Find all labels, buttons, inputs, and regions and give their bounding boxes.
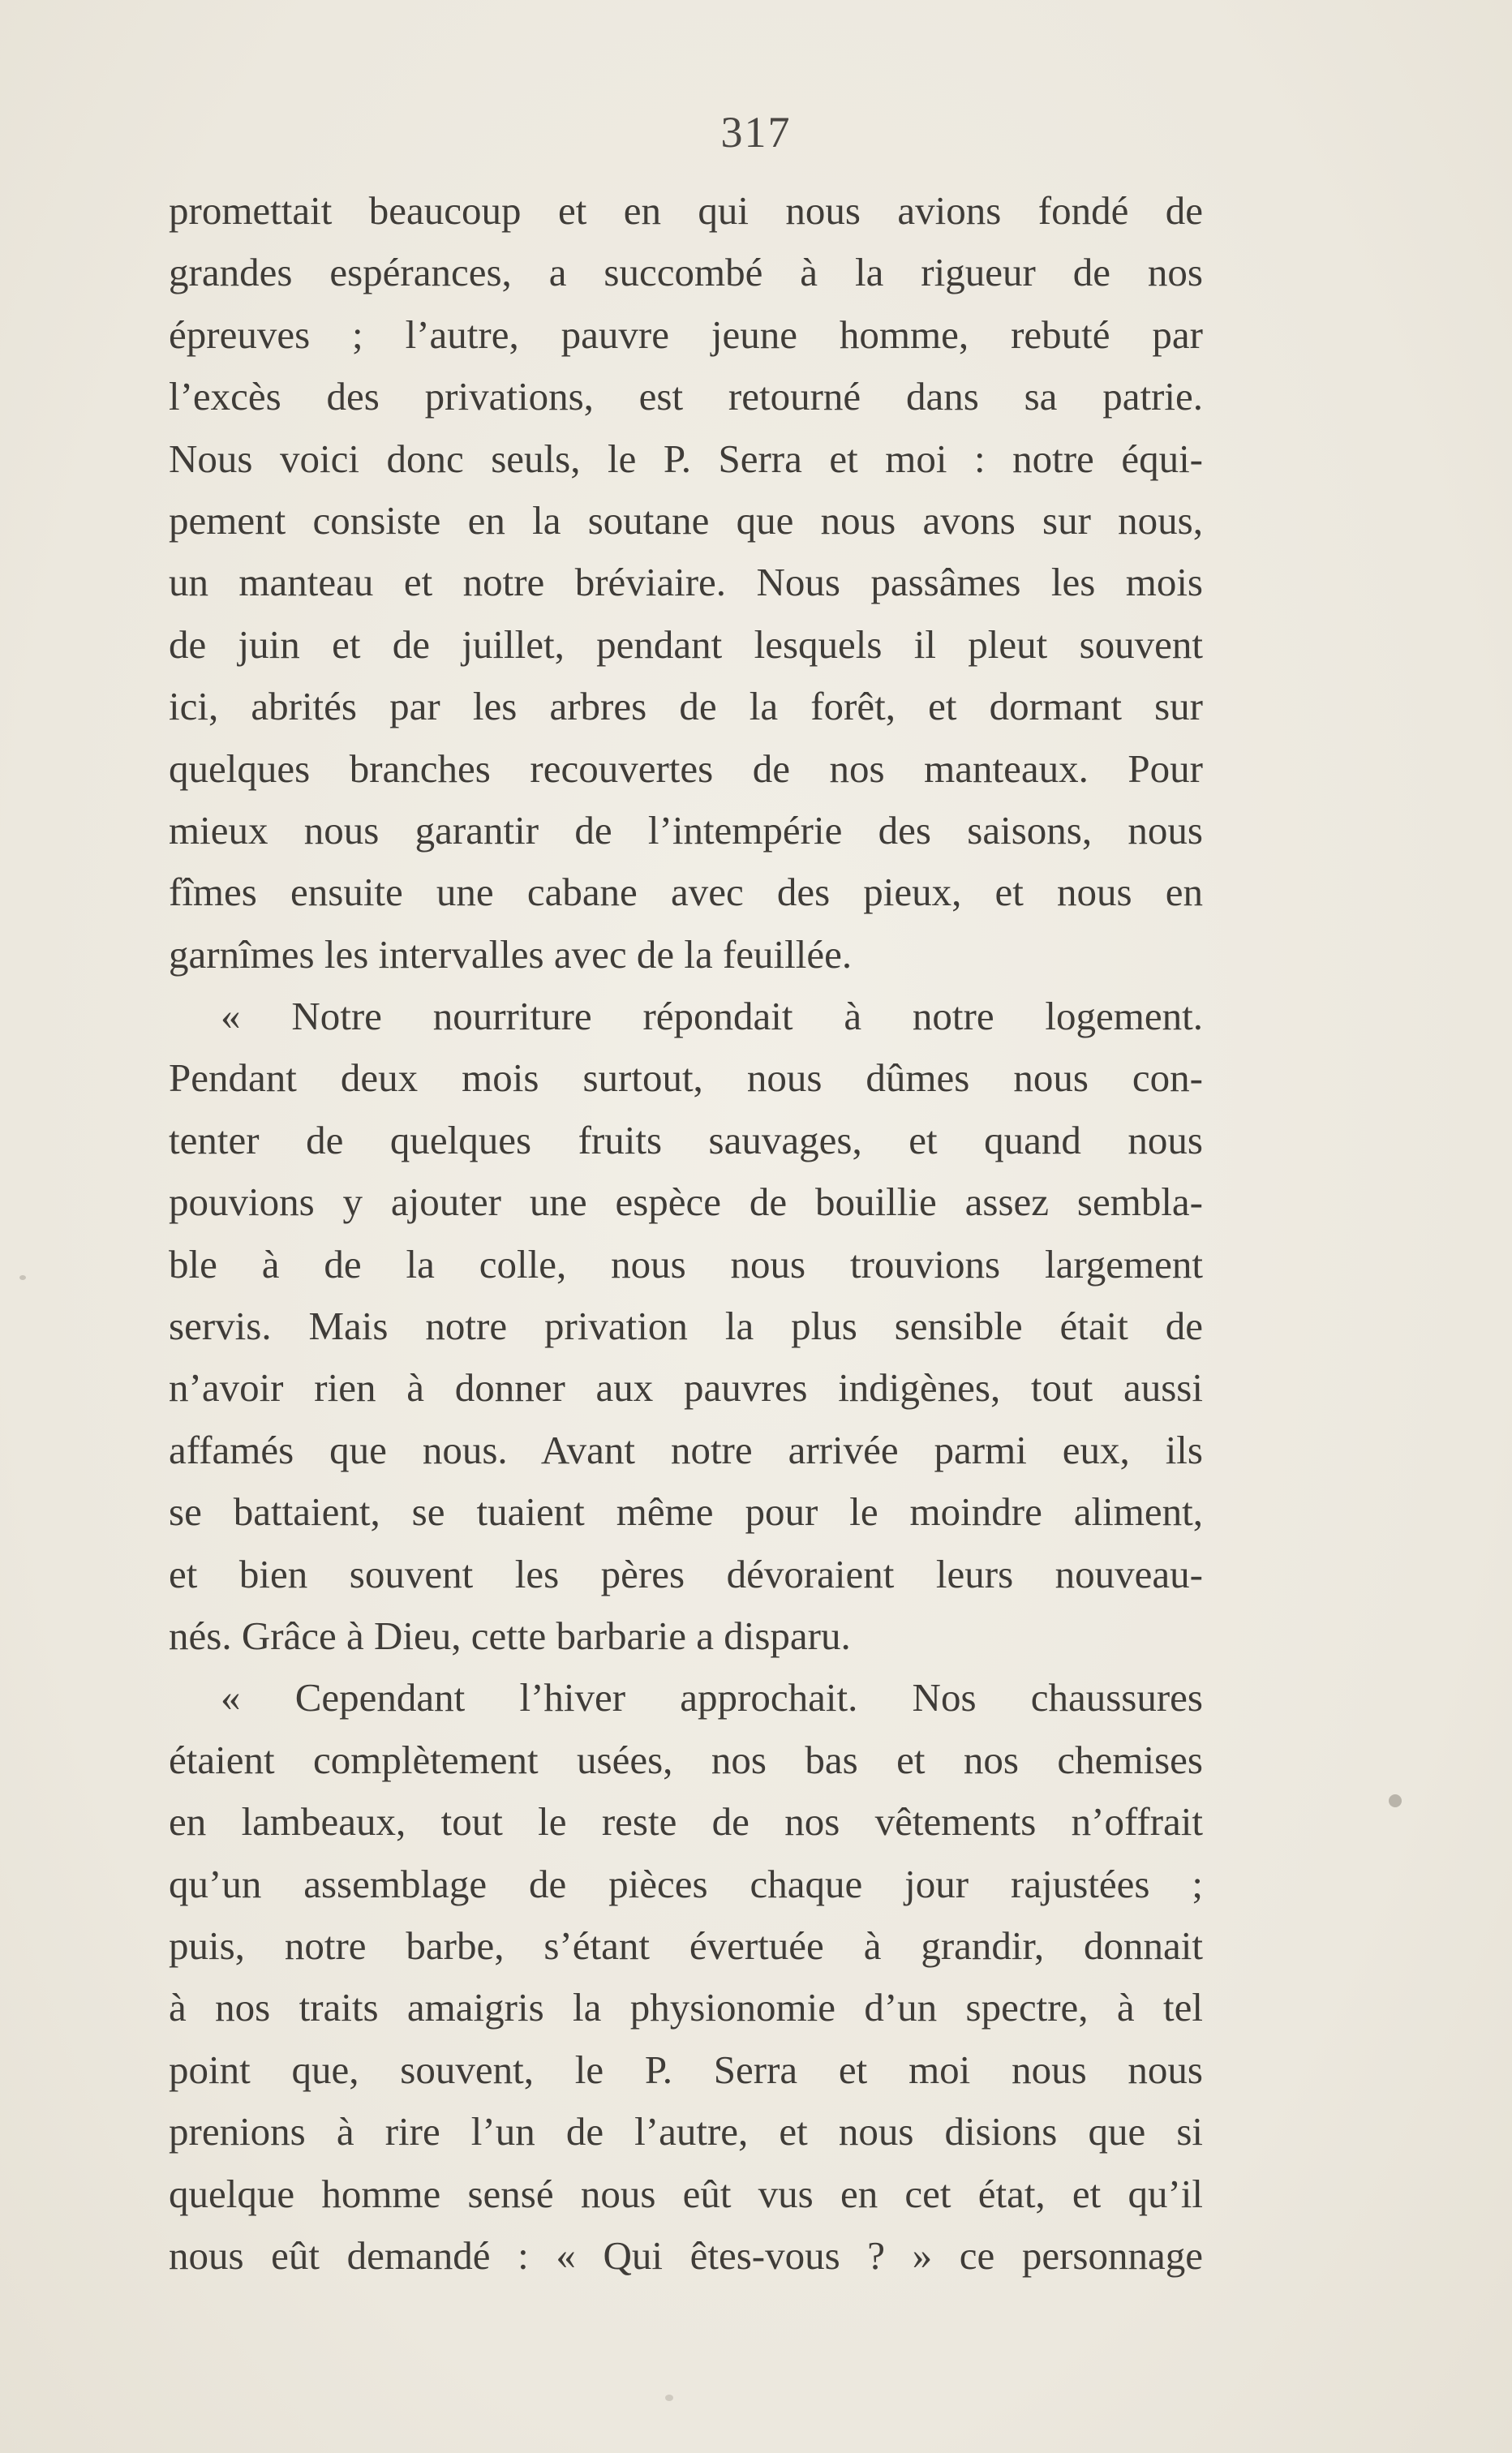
body-text — [169, 180, 1203, 2287]
text-line: nés. Grâce à Dieu, cette barbarie a disparu. — [169, 1613, 851, 1658]
text-line: qu’un assemblage de pièces chaque jour rajustées ; — [169, 1861, 1203, 1906]
text-line: fîmes ensuite une cabane avec des pieux, et nous en — [169, 870, 1203, 915]
text-line: « Notre nourriture répondait à notre logement. — [221, 994, 1203, 1039]
text-line: ici, abrités par les arbres de la forêt, et dormant sur — [169, 684, 1203, 729]
text-line: nous eût demandé : « Qui êtes-vous ? » ce personnage — [169, 2232, 1203, 2278]
paper-speck — [665, 2395, 673, 2401]
text-line: étaient complètement usées, nos bas et nos chemises — [169, 1737, 1203, 1782]
text-line: ble à de la colle, nous nous trouvions largement — [169, 1241, 1203, 1287]
text-line: affamés que nous. Avant notre arrivée parmi eux, ils — [169, 1427, 1203, 1472]
text-line: puis, notre barbe, s’étant évertuée à grandir, donnait — [169, 1922, 1203, 1968]
text-line: servis. Mais notre privation la plus sensible était de — [169, 1304, 1203, 1349]
paper-speck — [1389, 1794, 1402, 1807]
text-line: quelque homme sensé nous eût vus en cet état, et qu’il — [169, 2171, 1203, 2216]
text-line: quelques branches recouvertes de nos manteaux. Pour — [169, 745, 1203, 791]
page-number: 317 — [720, 108, 792, 157]
text-line: pement consiste en la soutane que nous avons sur nous, — [169, 497, 1203, 543]
text-line: promettait beaucoup et en qui nous avions fondé de — [169, 188, 1203, 233]
text-line: de juin et de juillet, pendant lesquels il pleut souvent — [169, 621, 1203, 667]
text-line: prenions à rire l’un de l’autre, et nous disions que si — [169, 2109, 1203, 2154]
text-line: un manteau et notre bréviaire. Nous passâmes les mois — [169, 560, 1203, 605]
text-line: tenter de quelques fruits sauvages, et quand nous — [169, 1117, 1203, 1162]
text-line: épreuves ; l’autre, pauvre jeune homme, rebuté par — [169, 311, 1203, 357]
text-line: mieux nous garantir de l’intempérie des saisons, nous — [169, 807, 1203, 853]
text-line: garnîmes les intervalles avec de la feuillée. — [169, 931, 853, 977]
text-line: se battaient, se tuaient même pour le moindre aliment, — [169, 1489, 1203, 1535]
text-line: et bien souvent les pères dévoraient leurs nouveau- — [169, 1551, 1203, 1596]
text-line: point que, souvent, le P. Serra et moi nous nous — [169, 2047, 1203, 2092]
text-line: Nous voici donc seuls, le P. Serra et moi : notre équi- — [169, 436, 1203, 481]
text-line: pouvions y ajouter une espèce de bouillie assez sembla- — [169, 1179, 1203, 1225]
text-line: n’avoir rien à donner aux pauvres indigènes, tout aussi — [169, 1365, 1203, 1411]
text-line: « Cependant l’hiver approchait. Nos chaussures — [221, 1675, 1203, 1721]
paper-speck — [19, 1275, 26, 1280]
text-line: à nos traits amaigris la physionomie d’un spectre, à tel — [169, 1985, 1203, 2030]
text-line: Pendant deux mois surtout, nous dûmes nous con- — [169, 1055, 1203, 1101]
text-line: l’excès des privations, est retourné dans sa patrie. — [169, 374, 1203, 419]
text-line: en lambeaux, tout le reste de nos vêtements n’offrait — [169, 1799, 1203, 1845]
text-line: grandes espérances, a succombé à la rigueur de nos — [169, 250, 1203, 295]
